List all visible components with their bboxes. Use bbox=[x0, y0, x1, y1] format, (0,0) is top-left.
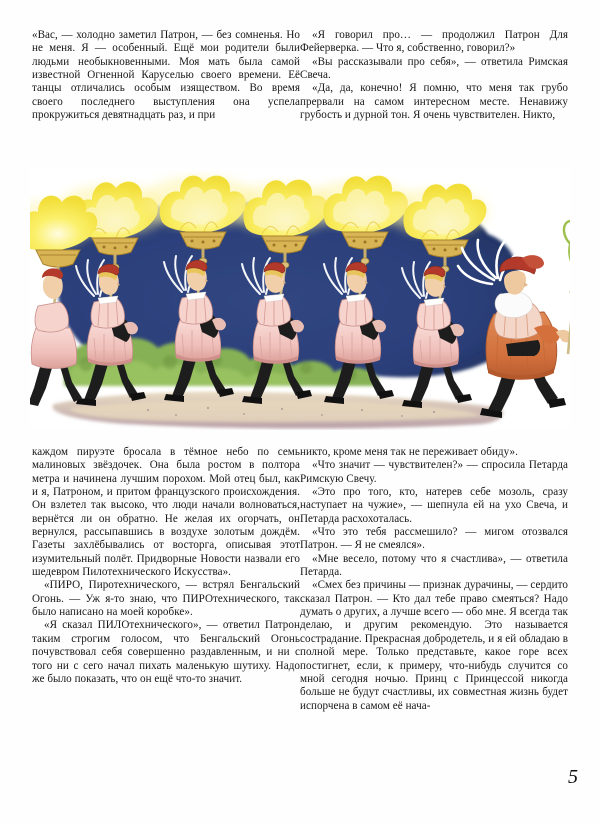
text-column-left-bottom bbox=[32, 446, 300, 686]
text-column-right-top bbox=[300, 29, 568, 122]
illustration-torch-procession bbox=[30, 168, 570, 430]
paragraph: «ПИРО, Пиротехнического, — встрял Бенгальский Огонь. — Уж я-то знаю, что ПИРОтехнического, так было написано на моей коробке». bbox=[32, 579, 300, 619]
paragraph: «Это про того, кто, натерев себе мозоль, сразу наступает на чужие», — шепнула ей на ухо Свеча, и Петарда расхохоталась. bbox=[300, 486, 568, 525]
paragraph: «Я сказал ПИЛОтехнического», — ответил Патрон таким строгим голосом, что Бенгальский Огонь почувствовал себя совершенно раздавленным, и ни с того ни с сего начал пихать маленькую шутиху. Надо же было показать, что он ещё что-то значит. bbox=[32, 619, 300, 685]
text-column-right-bottom bbox=[300, 446, 568, 713]
paragraph: «Вы рассказывали про себя», — ответила Римская Свеча. bbox=[300, 55, 568, 82]
illustration-canvas bbox=[30, 168, 570, 430]
paragraph: «Что это тебя рассмешило? — мигом отозвался Патрон. — Я не смеялся». bbox=[300, 526, 568, 552]
text-column-left-top bbox=[32, 29, 300, 122]
paragraph: «Смех без причины — признак дурачины, — сердито сказал Патрон. — Кто дал тебе право смеяться? Надо думать о других, а лучше всего — обо мне. Я всегда так делаю, и другим рекомендую. Это называется сострадание. Прекрасная добродетель, и я ей обладаю в полной мере. Только представьте, какое горе всех постигнет, если, к примеру, что-нибудь случится со мной сегодня ночью. Принц с Принцессой никогда больше не будут счастливы, их совместная жизнь будет испорчена в самом её нача- bbox=[300, 579, 568, 712]
paragraph: «Да, да, конечно! Я помню, что меня так грубо прервали на самом интересном месте. Ненавижу грубость и дурной тон. Я очень чувствителен. Никто, bbox=[300, 82, 568, 122]
paragraph: никто, кроме меня так не переживает обиду». bbox=[300, 446, 518, 458]
page-number: 5 bbox=[568, 766, 578, 788]
paragraph: «Что значит — чувствителен?» — спросила Петарда Римскую Свечу. bbox=[300, 459, 568, 485]
paragraph: каждом пируэте бросала в тёмное небо по семь малиновых звёздочек. Она была ростом в полтора метра и начинена лучшим порохом. Мой отец был, как и я, Патроном, и притом французского происхождения. Он взлетел так высоко, что люди начали волноваться, вернётся ли он обратно. Не желая их огорчать, он вернулся, рассыпавшись в воздухе золотым дождём. Газеты захлёбывались от восторга, описывая этот изумительный полёт. Придворные Новости назвали его шедевром Пилотехнического Искусства». bbox=[32, 446, 300, 579]
paragraph: «Вас, — холодно заметил Патрон, — без сомненья. Но не меня. Я — особенный. Ещё мои родители были людьми необыкновенными. Моя мать была самой известной Огненной Каруселью своего времени. Её танцы отличались особым изяществом. Во время своего последнего выступления она успела прокружиться девятнадцать раз, и при bbox=[32, 29, 300, 122]
paragraph: «Мне весело, потому что я счастлива», — ответила Петарда. bbox=[300, 552, 568, 579]
paragraph: «Я говорил про… — продолжил Патрон Для Фейерверка. — Что я, собственно, говорил?» bbox=[300, 29, 568, 55]
